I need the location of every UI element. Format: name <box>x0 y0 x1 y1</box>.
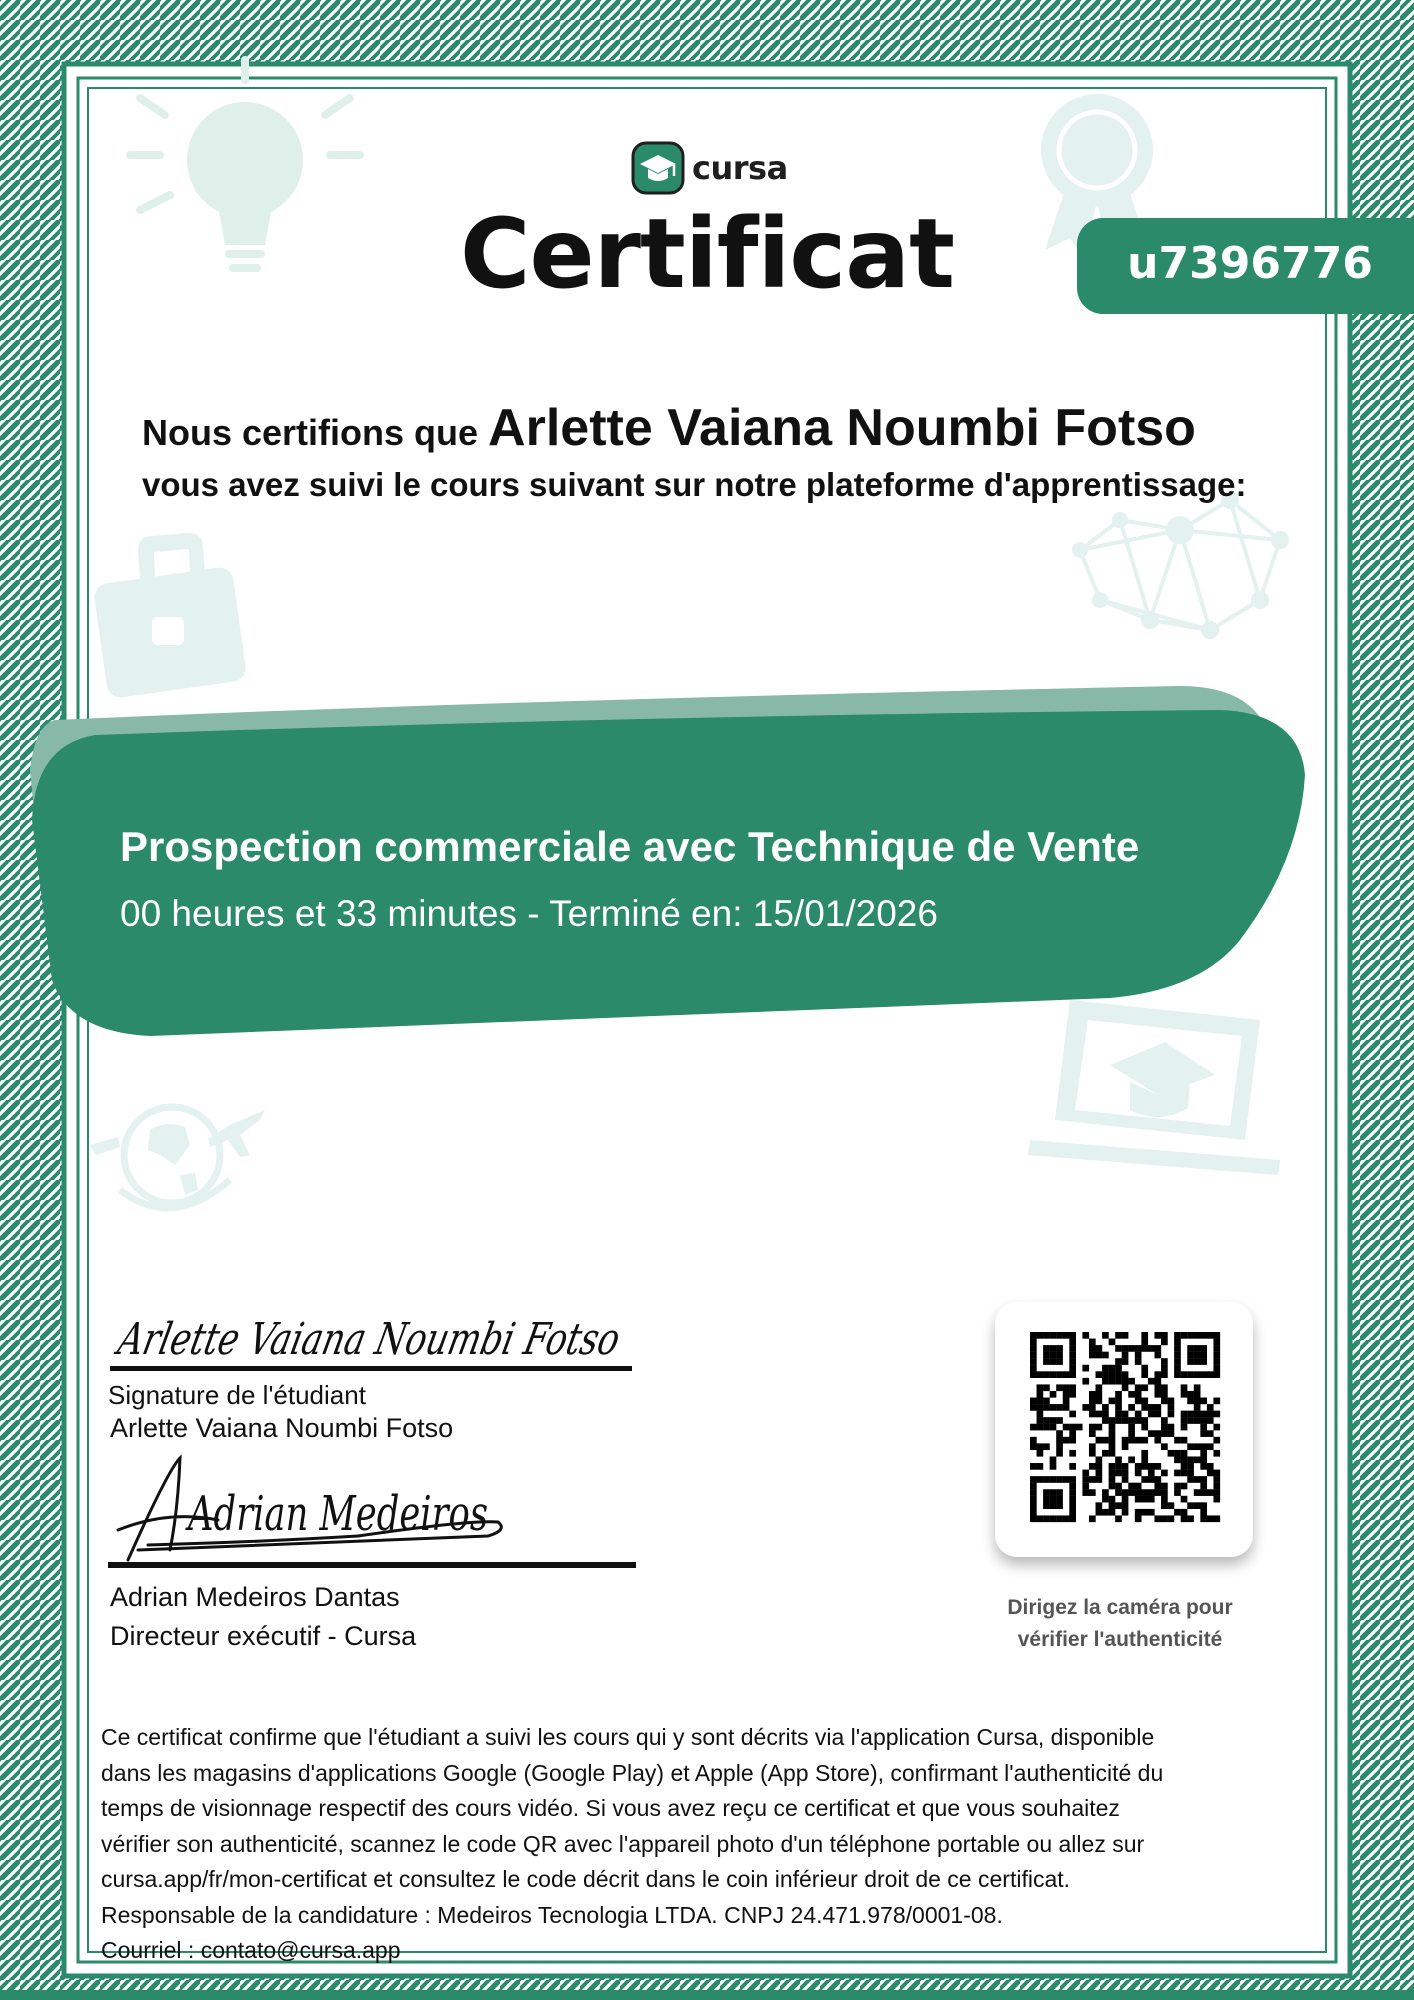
certify-prefix: Nous certifions que <box>142 412 479 453</box>
student-signature-label: Signature de l'étudiant <box>108 1380 366 1410</box>
director-title: Directeur exécutif - Cursa <box>110 1621 417 1651</box>
student-signature-name: Arlette Vaiana Noumbi Fotso <box>110 1413 454 1443</box>
graduation-cap-logo-icon <box>630 140 686 196</box>
disclaimer-line: dans les magasins d'applications Google (Google Play) et Apple (App Store), confirmant l'authenticité du <box>101 1759 1164 1786</box>
certify-statement-line2: vous avez suivi le cours suivant sur notre plateforme d'apprentissage: <box>142 466 1247 503</box>
qr-caption-line2: vérifier l'authenticité <box>1017 1628 1223 1651</box>
course-duration-completion: 00 heures et 33 minutes - Terminé en: 15/01/2026 <box>120 893 938 934</box>
disclaimer-text <box>101 1720 1341 1969</box>
qr-code <box>1030 1332 1220 1522</box>
disclaimer-line: temps de visionnage respectif des cours vidéo. Si vous avez reçu ce certificat et que vous souhaitez <box>101 1795 1120 1821</box>
student-name-heading: Arlette Vaiana Noumbi Fotso <box>488 399 1196 457</box>
disclaimer-line: Responsable de la candidature : Medeiros Tecnologia LTDA. CNPJ 24.471.978/0001-08. <box>101 1901 1003 1928</box>
globe-plane-icon <box>90 1095 270 1215</box>
disclaimer-line: cursa.app/fr/mon-certificat et consultez le code décrit dans le coin inférieur droit de ce certificat. <box>101 1866 1071 1892</box>
disclaimer-line: vérifier son authenticité, scannez le code QR avec l'appareil photo d'un téléphone portable ou allez sur <box>101 1830 1145 1857</box>
svg-text:Adrian Medeiros: Adrian Medeiros <box>185 1486 488 1542</box>
disclaimer-line: Ce certificat confirme que l'étudiant a suivi les cours qui y sont décrits via l'application Cursa, disponible <box>101 1724 1155 1750</box>
director-signature <box>108 1450 648 1575</box>
certificate-code: u7396776 <box>1127 238 1373 289</box>
qr-code-card <box>995 1302 1253 1557</box>
qr-caption-line1: Dirigez la caméra pour <box>1007 1596 1233 1619</box>
disclaimer-line: Courriel : contato@cursa.app <box>101 1937 401 1963</box>
course-title: Prospection commerciale avec Technique de Vente <box>120 823 1140 870</box>
qr-caption <box>970 1592 1270 1656</box>
svg-text:Arlette Vaiana Noumbi Fotso: Arlette Vaiana Noumbi Fotso <box>113 1314 769 1365</box>
cursa-logo <box>630 140 788 196</box>
director-name: Adrian Medeiros Dantas <box>110 1582 400 1612</box>
certify-statement <box>142 398 1196 458</box>
briefcase-icon <box>90 525 250 700</box>
brand-name: cursa <box>692 149 788 187</box>
student-signature <box>110 1298 769 1378</box>
certificate-title: Certificat <box>460 198 954 310</box>
